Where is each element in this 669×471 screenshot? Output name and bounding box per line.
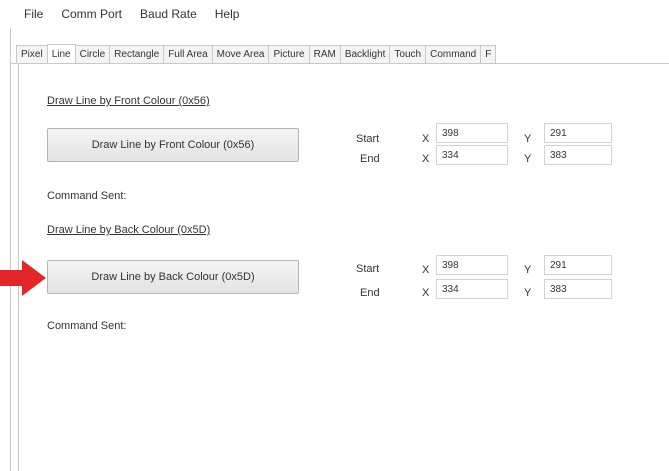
tab-backlight[interactable]: Backlight — [340, 45, 391, 63]
back-start-y-field[interactable] — [544, 255, 612, 275]
back-start-x-field[interactable] — [436, 255, 508, 275]
menu-help[interactable]: Help — [214, 7, 240, 21]
tab-rectangle[interactable]: Rectangle — [109, 45, 164, 63]
draw-back-colour-button[interactable]: Draw Line by Back Colour (0x5D) — [47, 260, 299, 294]
red-arrow-right-icon — [0, 260, 46, 296]
tab-command[interactable]: Command — [425, 45, 481, 63]
front-start-y-label: Y — [524, 133, 532, 145]
menu-baud-rate[interactable]: Baud Rate — [140, 7, 197, 21]
front-start-x-label: X — [422, 133, 430, 145]
menu-comm-port[interactable]: Comm Port — [61, 7, 123, 21]
front-end-x-label: X — [422, 153, 430, 165]
front-end-y-field[interactable] — [544, 145, 612, 165]
front-start-label: Start — [356, 133, 380, 145]
front-end-x-field[interactable] — [436, 145, 508, 165]
front-end-label: End — [360, 153, 380, 165]
tab-touch[interactable]: Touch — [389, 45, 426, 63]
back-start-x-label: X — [422, 264, 430, 276]
tab-picture[interactable]: Picture — [268, 45, 309, 63]
back-start-y-label: Y — [524, 264, 532, 276]
tab-circle[interactable]: Circle — [75, 45, 111, 63]
tab-pixel[interactable]: Pixel — [16, 45, 48, 63]
menu-file[interactable]: File — [24, 7, 44, 21]
tab-overflow[interactable]: F — [480, 45, 496, 63]
front-end-y-label: Y — [524, 153, 532, 165]
back-colour-link[interactable]: Draw Line by Back Colour (0x5D) — [47, 224, 211, 236]
back-command-sent-label: Command Sent: — [47, 320, 127, 332]
front-colour-link[interactable]: Draw Line by Front Colour (0x56) — [47, 95, 210, 107]
draw-front-colour-button[interactable]: Draw Line by Front Colour (0x56) — [47, 128, 299, 162]
tab-strip — [10, 44, 669, 64]
back-start-label: Start — [356, 263, 380, 275]
front-command-sent-label: Command Sent: — [47, 190, 127, 202]
back-end-y-field[interactable] — [544, 279, 612, 299]
front-start-x-field[interactable] — [436, 123, 508, 143]
back-end-y-label: Y — [524, 287, 532, 299]
tab-move-area[interactable]: Move Area — [212, 45, 270, 63]
tab-line[interactable]: Line — [47, 44, 76, 64]
tab-ram[interactable]: RAM — [309, 45, 341, 63]
window-left-border — [0, 0, 11, 471]
front-start-y-field[interactable] — [544, 123, 612, 143]
back-end-x-label: X — [422, 287, 430, 299]
back-end-label: End — [360, 287, 380, 299]
back-end-x-field[interactable] — [436, 279, 508, 299]
tab-full-area[interactable]: Full Area — [163, 45, 212, 63]
menu-bar — [10, 0, 669, 28]
